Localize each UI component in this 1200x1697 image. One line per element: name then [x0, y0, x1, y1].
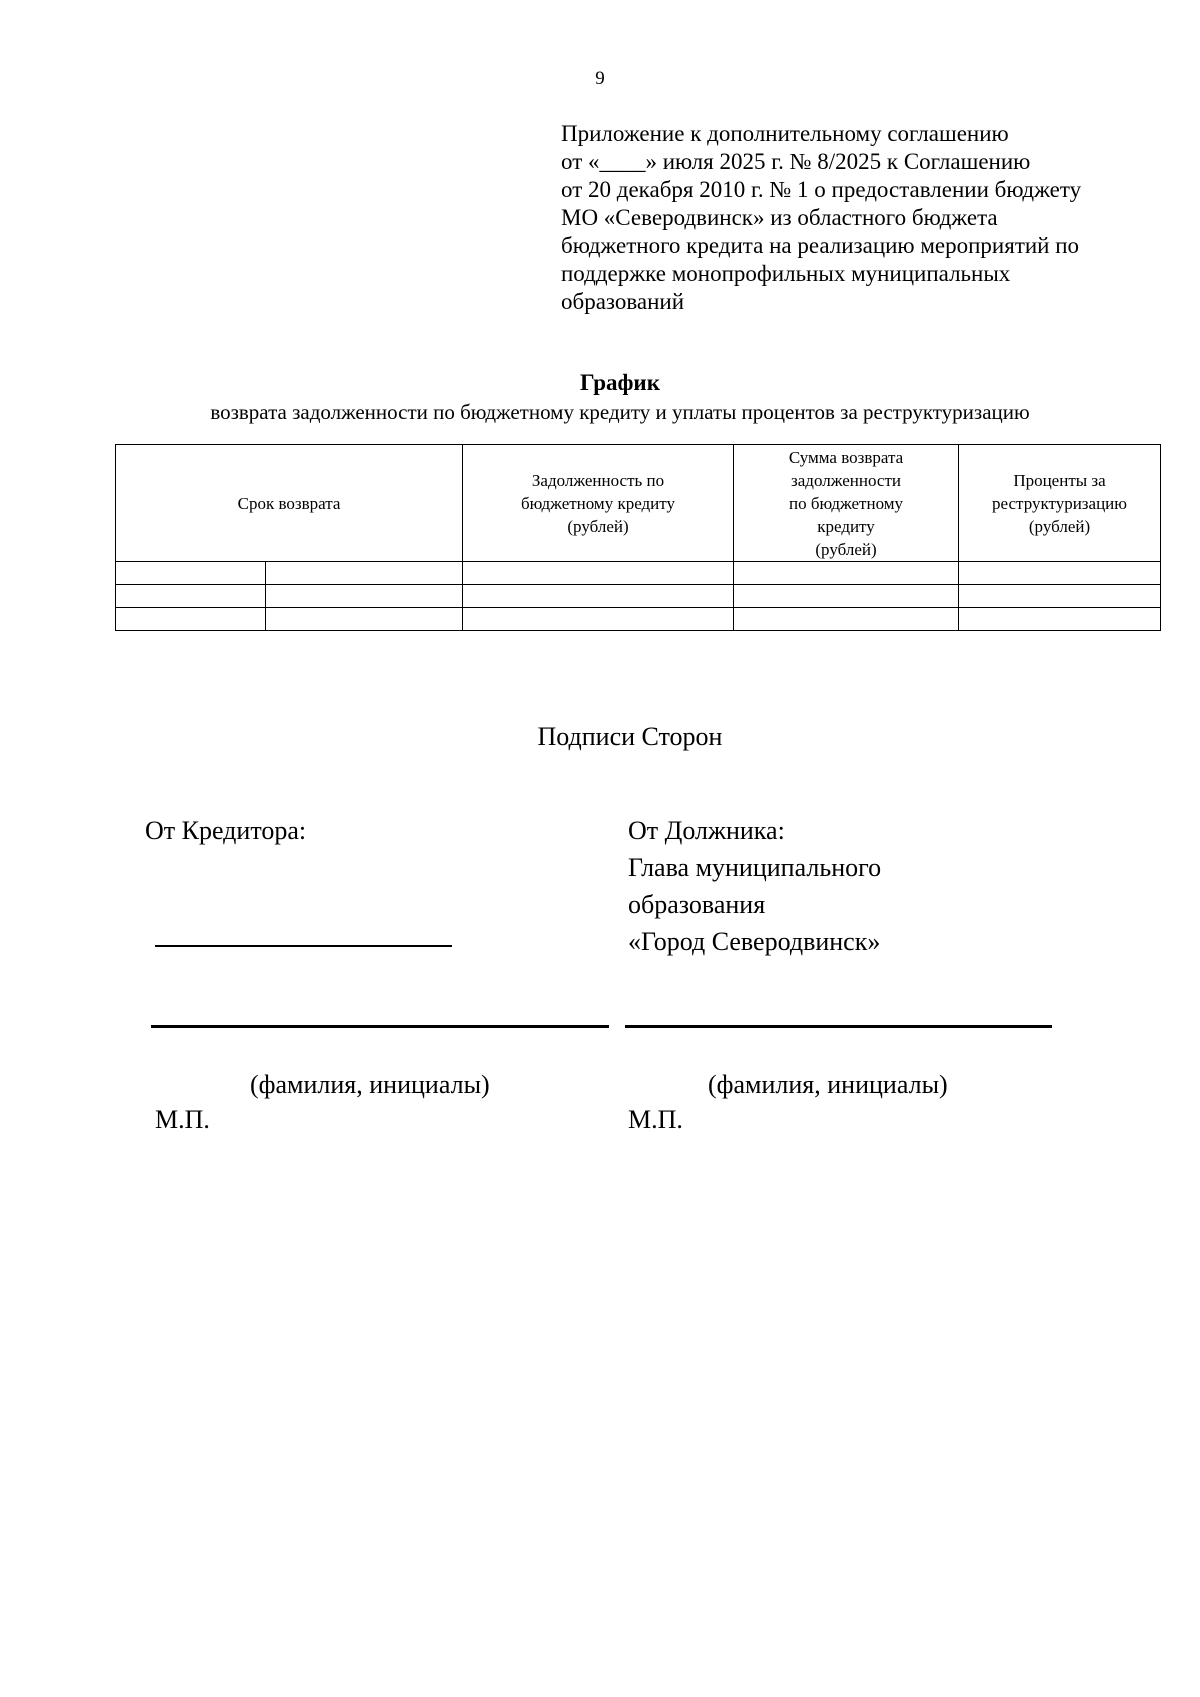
- creditor-stamp-label: М.П.: [155, 1105, 210, 1134]
- column-header-text: задолженности: [791, 470, 901, 490]
- column-header-text: реструктуризацию: [992, 493, 1127, 513]
- table-cell: [463, 585, 734, 608]
- table-cell: [266, 585, 463, 608]
- creditor-signature-line: [151, 1025, 609, 1028]
- creditor-label: От Кредитора:: [145, 816, 307, 845]
- column-header-due-date: [116, 445, 463, 562]
- column-header-text: Проценты за: [1013, 470, 1106, 490]
- column-header-text: бюджетному кредиту: [521, 493, 675, 513]
- debtor-block: [628, 812, 881, 960]
- appendix-header-line: бюджетного кредита на реализацию мероприятий по: [561, 233, 1080, 258]
- column-header-text: по бюджетному: [789, 493, 904, 513]
- creditor-title-line: [155, 945, 452, 947]
- table-cell: [734, 608, 959, 631]
- column-header-text: (рублей): [567, 516, 629, 536]
- debtor-title-line: Глава муниципального: [628, 853, 882, 882]
- table-cell: [463, 608, 734, 631]
- schedule-table: [115, 444, 1161, 631]
- column-header-text: Срок возврата: [237, 493, 341, 513]
- appendix-header-line: Приложение к дополнительному соглашению: [561, 121, 1009, 146]
- table-row: [116, 585, 1161, 608]
- table-cell: [116, 585, 266, 608]
- schedule-title: График: [580, 370, 660, 395]
- column-header-repayment: [734, 445, 959, 562]
- debtor-name-caption: (фамилия, инициалы): [708, 1070, 948, 1099]
- debtor-title-line: «Город Северодвинск»: [628, 927, 881, 956]
- debtor-label: От Должника:: [628, 816, 785, 845]
- column-header-text: Задолженность по: [531, 470, 665, 490]
- appendix-header-line: поддержке монопрофильных муниципальных: [561, 261, 1011, 286]
- table-cell: [734, 585, 959, 608]
- column-header-text: кредиту: [817, 516, 875, 536]
- signatures-title: Подписи Сторон: [537, 722, 723, 751]
- table-row: [116, 562, 1161, 585]
- column-header-text: Сумма возврата: [788, 447, 904, 467]
- appendix-header: [561, 120, 1121, 316]
- table-cell: [266, 608, 463, 631]
- debtor-title-line: образования: [628, 890, 766, 919]
- schedule-subtitle: возврата задолженности по бюджетному кредиту и уплаты процентов за реструктуризацию: [210, 400, 1030, 424]
- table-cell: [959, 562, 1161, 585]
- table-row: [116, 608, 1161, 631]
- creditor-name-caption: (фамилия, инициалы): [250, 1070, 490, 1099]
- column-header-debt: [463, 445, 734, 562]
- debtor-stamp-label: М.П.: [628, 1105, 683, 1134]
- page-number: 9: [595, 68, 605, 89]
- appendix-header-line: образований: [561, 289, 685, 314]
- table-cell: [734, 562, 959, 585]
- appendix-header-line: от «____» июля 2025 г. № 8/2025 к Соглашению: [561, 149, 1031, 174]
- schedule-header-row: [116, 445, 1161, 562]
- appendix-header-line: от 20 декабря 2010 г. № 1 о предоставлении бюджету: [561, 177, 1082, 202]
- column-header-interest: [959, 445, 1161, 562]
- table-cell: [959, 608, 1161, 631]
- column-header-text: (рублей): [815, 539, 877, 559]
- appendix-header-line: МО «Северодвинск» из областного бюджета: [561, 205, 998, 230]
- debtor-signature-line: [625, 1025, 1052, 1028]
- table-cell: [266, 562, 463, 585]
- table-cell: [463, 562, 734, 585]
- table-cell: [116, 608, 266, 631]
- table-cell: [959, 585, 1161, 608]
- table-cell: [116, 562, 266, 585]
- column-header-text: (рублей): [1028, 516, 1091, 536]
